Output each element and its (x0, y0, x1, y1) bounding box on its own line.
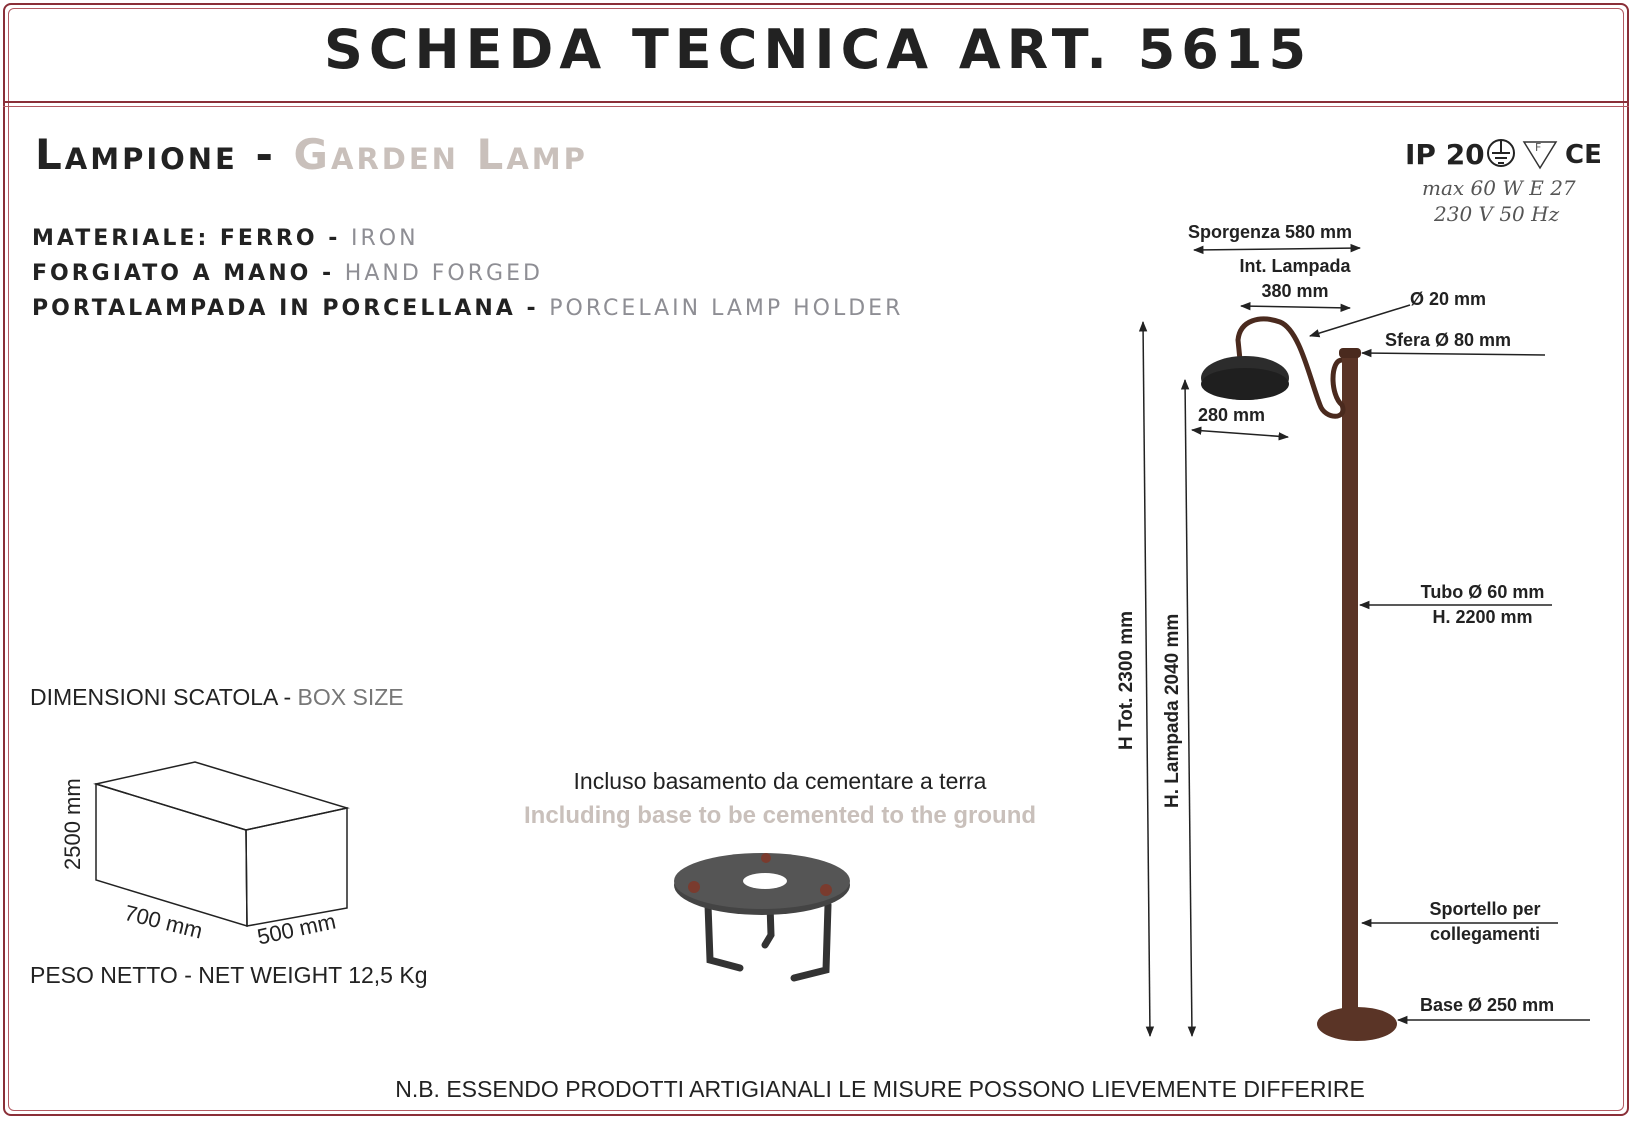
lamp-post (1342, 352, 1358, 1020)
power-spec: max 60 W E 27 (1422, 176, 1576, 200)
ip-rating: IP 20 (1405, 138, 1485, 171)
ce-mark: CE (1565, 140, 1602, 170)
tubo-label: Tubo Ø 60 mm H. 2200 mm (1420, 582, 1545, 627)
sporgenza-arrow (1194, 248, 1360, 250)
arm-diameter-label: Ø 20 mm (1410, 289, 1487, 309)
product-name-en: Garden Lamp (293, 130, 588, 179)
h-tot-label: H Tot. 2300 mm (1116, 610, 1137, 750)
h-tot-arrow (1143, 322, 1150, 1036)
lamp-shade-rim (1201, 368, 1289, 400)
shade-label: 280 mm (1198, 405, 1266, 425)
shade-arrow (1192, 430, 1288, 437)
sfera-leader (1362, 353, 1545, 355)
voltage-spec: 230 V 50 Hz (1434, 202, 1560, 226)
h-lampada-arrow (1185, 380, 1192, 1036)
base-note-en: Including base to be cemented to the ground (523, 802, 1037, 829)
base-label: Base Ø 250 mm (1420, 995, 1555, 1015)
footnote: N.B. ESSENDO PRODOTTI ARTIGIANALI LE MISURE POSSONO LIEVEMENTE DIFFERIRE (395, 1076, 1365, 1102)
f-mark-letter: F (1535, 141, 1542, 154)
sheet-title: SCHEDA TECNICA ART. 5615 (323, 18, 1313, 81)
int-lampada-label: Int. Lampada 380 mm (1239, 256, 1351, 301)
box-length-label: 700 mm (121, 900, 206, 944)
spec-material-it: MATERIALE: FERRO - (32, 226, 351, 251)
h-lampada-label: H. Lampada 2040 mm (1162, 613, 1183, 808)
box-size-label (30, 684, 404, 711)
base-note-it: Incluso basamento da cementare a terra (573, 768, 987, 794)
base-drawing (674, 853, 850, 978)
spec-material-en: IRON (351, 226, 419, 251)
spec-holder-it: PORTALAMPADA IN PORCELLANA - (32, 296, 550, 321)
sfera-label: Sfera Ø 80 mm (1385, 330, 1512, 350)
box-height-label: 2500 mm (60, 778, 85, 870)
box-size-label-it: DIMENSIONI SCATOLA - (30, 684, 298, 710)
net-weight: PESO NETTO - NET WEIGHT 12,5 Kg (30, 962, 428, 988)
post-base (1317, 1007, 1397, 1041)
int-lampada-arrow (1241, 306, 1350, 308)
spec-forged-it: FORGIATO A MANO - (32, 261, 345, 286)
sportello-label: Sportello per collegamenti (1429, 899, 1541, 944)
spec-forged-en: HAND FORGED (344, 261, 543, 286)
spec-holder-en: PORCELAIN LAMP HOLDER (549, 296, 904, 321)
box-width-label: 500 mm (255, 908, 338, 950)
product-name-it: Lampione - (35, 130, 294, 179)
sporgenza-label: Sporgenza 580 mm (1187, 222, 1353, 242)
post-ball (1339, 348, 1361, 358)
box-size-label-en: BOX SIZE (297, 684, 404, 710)
